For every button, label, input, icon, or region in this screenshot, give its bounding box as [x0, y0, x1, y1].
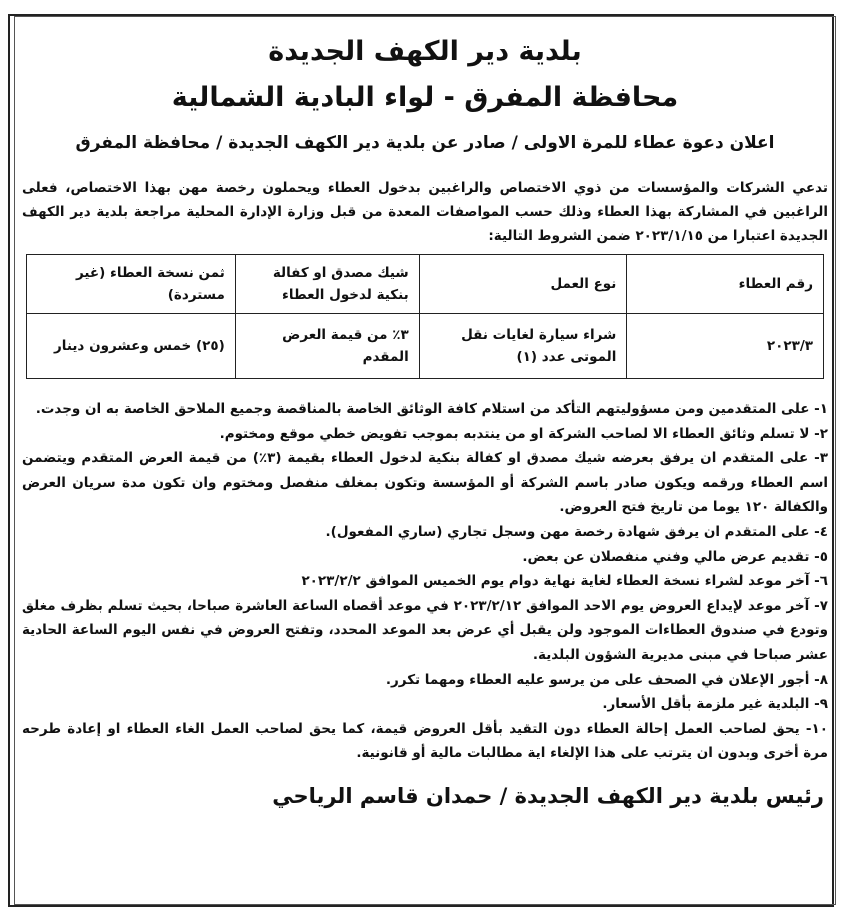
cell-copy-price: (٢٥) خمس وعشرون دينار	[27, 314, 236, 379]
municipality-title: بلدية دير الكهف الجديدة	[268, 36, 582, 67]
cell-bid-number: ٢٠٢٣/٣	[627, 314, 824, 379]
condition-item: ٤- على المتقدم ان يرفق شهادة رخصة مهن وسجل تجاري (ساري المفعول).	[325, 523, 828, 540]
condition-item: ٢- لا تسلم وثائق العطاء الا لصاحب الشركة او من ينتدبه بموجب تفويض خطي موقع ومختوم.	[219, 425, 828, 442]
condition-item: ٧- آخر موعد لإيداع العروض يوم الاحد الموافق ٢٠٢٣/٢/١٢ في موعد أقصاه الساعة العاشرة صباحا، بحيث تسلم بظرف مغلق وتودع في صندوق العطاءات الموجود ولن يقبل أي عرض بعد الموعد المحدد، وتفتح العروض في نفس اليوم الساعة الحادية عشر صباحا في مبنى مديرية الشؤون البلدية.	[22, 597, 828, 663]
condition-item: ٣- على المتقدم ان يرفق بعرضه شيك مصدق او كفالة بنكية لدخول العطاء بقيمة (٣٪) من قيمة العرض المتقدم ويتضمن اسم العطاء ورقمه ويكون صادر باسم الشركة أو المؤسسة وتكون بمغلف منفصل ومختوم وان تكون مدة سريان العرض والكفالة ١٢٠ يوما من تاريخ فتح العروض.	[22, 450, 828, 516]
cell-work-type: شراء سيارة لغايات نقل الموتى عدد (١)	[419, 314, 627, 379]
header-guarantee: شيك مصدق او كفالة بنكية لدخول العطاء	[235, 255, 419, 314]
intro-paragraph: تدعي الشركات والمؤسسات من ذوي الاختصاص والراغبين بدخول العطاء ويحملون رخصة مهن بهذا الاختصاص، فعلى الراغبين في المشاركة بهذا العطاء وذلك حسب المواصفات المعدة من قبل وزارة الإدارة المحلية مراجعة بلدية دير الكهف الجديدة اعتبارا من ٢٠٢٣/١/١٥ ضمن الشروط التالية:	[22, 180, 828, 244]
signature-line: رئيس بلدية دير الكهف الجديدة / حمدان قاسم الرياحي	[272, 783, 824, 808]
condition-item: ٥- تقديم عرض مالي وفني منفصلان عن بعض.	[522, 548, 828, 565]
header-work-type: نوع العمل	[419, 255, 627, 314]
header-bid-number: رقم العطاء	[627, 255, 824, 314]
condition-item: ٨- أجور الإعلان في الصحف على من يرسو عليه العطاء ومهما تكرر.	[385, 671, 828, 688]
announcement	[22, 24, 828, 816]
cell-guarantee: ٣٪ من قيمة العرض المقدم	[235, 314, 419, 379]
table-row	[27, 314, 824, 379]
condition-item: ٩- البلدية غير ملزمة بأقل الأسعار.	[602, 696, 828, 713]
governorate-title: محافظة المفرق - لواء البادية الشمالية	[171, 82, 679, 113]
header-copy-price: ثمن نسخة العطاء (غير مستردة)	[27, 255, 236, 314]
bid-table	[26, 254, 824, 379]
condition-item: ١٠- يحق لصاحب العمل إحالة العطاء دون التقيد بأقل العروض قيمة، كما يحق لصاحب العمل الغاء العطاء او إعادة طرحه مرة أخرى وبدون ان يترتب على هذا الإلغاء اية مطالبات مالية أو قانونية.	[22, 720, 828, 762]
table-header-row	[27, 255, 824, 314]
announcement-subtitle: اعلان دعوة عطاء للمرة الاولى / صادر عن بلدية دير الكهف الجديدة / محافظة المفرق	[75, 133, 775, 153]
conditions-list	[22, 397, 828, 766]
condition-item: ١- على المتقدمين ومن مسؤوليتهم التأكد من استلام كافة الوثائق الخاصة بالمناقصة وجميع الملاحق الخاصة به ان وجدت.	[35, 401, 828, 417]
condition-item: ٦- آخر موعد لشراء نسخة العطاء لغاية نهاية دوام يوم الخميس الموافق ٢٠٢٣/٢/٢	[301, 573, 828, 590]
